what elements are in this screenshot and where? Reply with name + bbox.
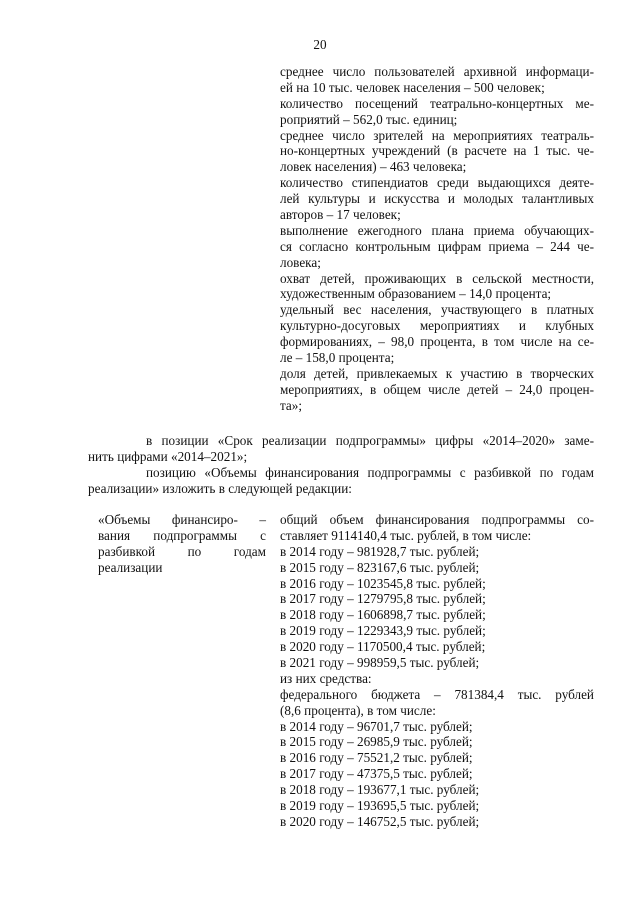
text-line: ставляет 9114140,4 тыс. рублей, в том числе: [280, 527, 532, 543]
text-line: выполнение ежегодного плана приема обучающих- [280, 222, 594, 238]
text-line: из них средства: [280, 670, 372, 686]
text-line: в 2020 году – 1170500,4 тыс. рублей; [280, 639, 486, 655]
text-line: в 2021 году – 998959,5 тыс. рублей; [280, 655, 480, 671]
text-line: в 2015 году – 823167,6 тыс. рублей; [280, 559, 480, 575]
funding-details [280, 512, 594, 830]
text-line: нить цифрами «2014–2021»; [88, 449, 248, 465]
text-line: роприятий – 562,0 тыс. единиц; [280, 111, 458, 127]
text-line: в 2016 году – 75521,2 тыс. рублей; [280, 750, 473, 766]
text-line: та»; [280, 397, 303, 413]
text-line: удельный вес населения, участвующего в платных [280, 302, 594, 318]
page-number: 20 [313, 37, 327, 52]
text-line: охват детей, проживающих в сельской местности, [280, 270, 594, 286]
text-line: в 2019 году – 1229343,9 тыс. рублей; [280, 623, 486, 639]
text-line: количество стипендиатов среди выдающихся деяте- [280, 175, 594, 191]
text-line: художественным образованием – 14,0 процента; [280, 286, 552, 302]
text-line: количество посещений театрально-концертных ме- [280, 95, 594, 111]
text-line: мероприятиях, в общем числе детей – 24,0 процен- [280, 381, 594, 397]
text-line: формированиях, – 98,0 процента, в том числе на се- [280, 334, 594, 350]
text-line: ся согласно контрольным цифрам приема – 244 че- [280, 238, 594, 254]
text-line: авторов – 17 человек; [280, 207, 401, 223]
instruction-funding-edit [88, 465, 594, 497]
text-line: ловек населения) – 463 человека; [280, 159, 467, 175]
text-line: но-концертных учреждений (в расчете на 1 тыс. че- [280, 143, 594, 159]
text-line: в 2019 году – 193695,5 тыс. рублей; [280, 798, 480, 814]
text-line: среднее число зрителей на мероприятиях театраль- [280, 127, 594, 143]
text-line: в 2014 году – 981928,7 тыс. рублей; [280, 543, 480, 559]
funding-label [98, 512, 266, 576]
text-line: вания подпрограммы с [98, 527, 266, 543]
text-line: в 2017 году – 1279795,8 тыс. рублей; [280, 591, 486, 607]
text-line: ловека; [280, 254, 321, 270]
text-line: среднее число пользователей архивной информаци- [280, 64, 594, 79]
text-line: ле – 158,0 процента; [280, 350, 395, 366]
text-line: ей на 10 тыс. человек населения – 500 человек; [280, 79, 545, 95]
indicators-list [280, 64, 594, 414]
text-line: в 2015 году – 26985,9 тыс. рублей; [280, 734, 473, 750]
text-line: реализации [98, 559, 163, 575]
text-line: в 2017 году – 47375,5 тыс. рублей; [280, 766, 473, 782]
text-line: лей культуры и искусства и молодых талантливых [280, 191, 594, 207]
text-line: в 2018 году – 193677,1 тыс. рублей; [280, 782, 480, 798]
text-line: федерального бюджета – 781384,4 тыс. рублей [280, 686, 594, 702]
text-line: позицию «Объемы финансирования подпрограммы с разбивкой по годам [146, 465, 594, 480]
instruction-term-change [88, 433, 594, 465]
text-line: реализации» изложить в следующей редакции: [88, 481, 352, 497]
text-line: общий объем финансирования подпрограммы со- [280, 512, 594, 527]
text-line: (8,6 процента), в том числе: [280, 702, 436, 718]
text-line: в 2018 году – 1606898,7 тыс. рублей; [280, 607, 486, 623]
text-line: доля детей, привлекаемых к участию в творческих [280, 365, 594, 381]
text-line: в 2014 году – 96701,7 тыс. рублей; [280, 718, 473, 734]
text-line: в 2016 году – 1023545,8 тыс. рублей; [280, 575, 486, 591]
text-line: разбивкой по годам [98, 543, 266, 559]
text-line: в позиции «Срок реализации подпрограммы» цифры «2014–2020» заме- [146, 433, 594, 448]
text-line: в 2020 году – 146752,5 тыс. рублей; [280, 813, 480, 829]
text-line: «Объемы финансиро- – [98, 512, 266, 527]
text-line: культурно-досуговых мероприятиях и клубных [280, 318, 594, 334]
